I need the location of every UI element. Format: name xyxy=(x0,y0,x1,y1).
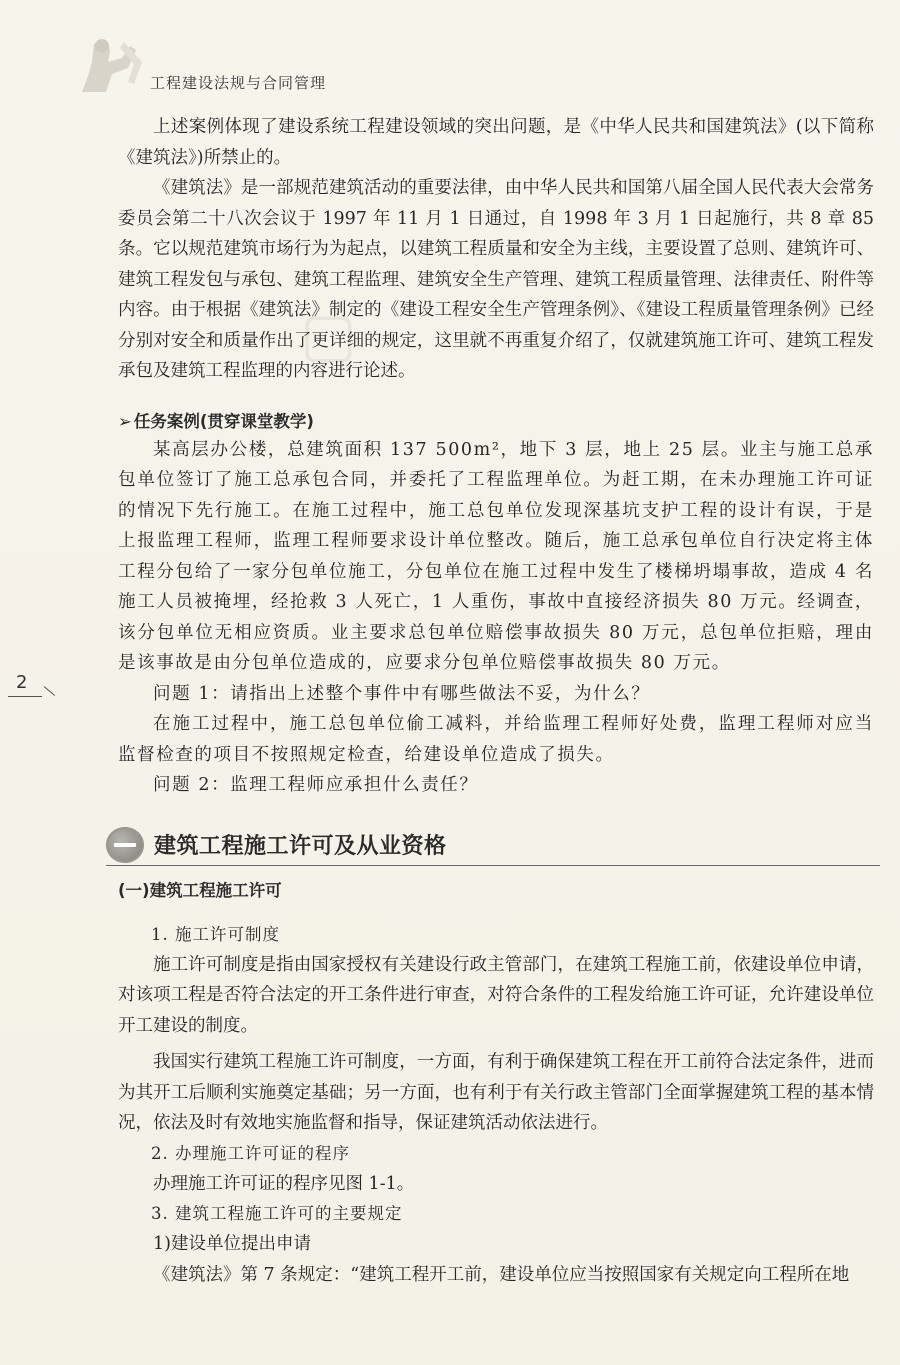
kneeling-worker-logo-icon xyxy=(72,36,152,98)
book-title: 工程建设法规与合同管理 xyxy=(150,74,327,92)
intro-paragraph-1: 上述案例体现了建设系统工程建设领域的突出问题，是《中华人民共和国建筑法》(以下简称《建筑法》)所禁止的。 xyxy=(118,117,874,168)
item-1-paragraph-2: 我国实行建筑工程施工许可制度，一方面，有利于确保建筑工程在开工前符合法定条件，进而为其开工后顺利实施奠定基础；另一方面，也有利于有关行政主管部门全面掌握建筑工程的基本情况，依法及时有效地实施监督和指导，保证建筑活动依法进行。 xyxy=(118,1052,874,1133)
item-1-heading: 1. 施工许可制度 xyxy=(151,924,280,944)
sub-item-1-paragraph: 《建筑法》第 7 条规定：“建筑工程开工前，建设单位应当按照国家有关规定向工程所在地 xyxy=(153,1264,850,1285)
item-1-paragraph-1: 施工许可制度是指由国家授权有关建设行政主管部门，在建筑工程施工前，依建设单位申请，对该项工程是否符合法定的开工条件进行审查，对符合条件的工程发给施工许可证，允许建设单位开工建设的制度。 xyxy=(118,954,874,1036)
page-number: 2 xyxy=(16,672,28,693)
sub-item-1-heading: 1)建设单位提出申请 xyxy=(153,1234,311,1254)
page-number-rule xyxy=(8,696,42,697)
task-case-heading-text: 任务案例(贯穿课堂教学) xyxy=(133,411,314,431)
intro-paragraph-2: 《建筑法》是一部规范建筑活动的重要法律，由中华人民共和国第八届全国人民代表大会常务委员会第二十八次会议于 1997 年 11 月 1 日通过，自 1998 年 3 月 1 日起施行，共 8 章 85 条。它以规范建筑市场行为为起点，以建筑工程质量和安全为主线，主要设置了总则、建筑许可、建筑工程发包与承包、建筑工程监理、建筑安全生产管理、建筑工程质量管理、法律责任、附件等内容。由于根据《建筑法》制定的《建设工程安全生产管理条例》、《建设工程质量管理条例》已经分别对安全和质量作出了更详细的规定，这里就不再重复介绍了，仅就建筑施工许可、建筑工程发承包及建筑工程监理的内容进行论述。 xyxy=(118,178,874,381)
running-header xyxy=(72,28,432,108)
page-number-marker xyxy=(8,672,64,702)
subsection-heading: (一)建筑工程施工许可 xyxy=(118,880,282,900)
section-number-badge xyxy=(106,827,144,863)
page-number-tick xyxy=(44,686,55,696)
page-content xyxy=(118,112,874,1290)
task-case-body xyxy=(118,435,874,801)
section-badge-dash-icon xyxy=(114,843,136,847)
item-2-paragraph: 办理施工许可证的程序见图 1-1。 xyxy=(153,1173,415,1194)
bleed-through-ghost: ▢ xyxy=(300,300,357,370)
item-3-heading: 3. 建筑工程施工许可的主要规定 xyxy=(151,1204,403,1223)
case-paragraph: 某高层办公楼，总建筑面积 137 500m²，地下 3 层，地上 25 层。业主与施工总承包单位签订了施工总承包合同，并委托了工程监理单位。为赶工期，在未办理施工许可证的情况下先行施工。在施工过程中，施工总包单位发现深基坑支护工程的设计有误，于是上报监理工程师，监理工程师要求设计单位整改。随后，施工总承包单位自行决定将主体工程分包给了一家分包单位施工，分包单位在施工过程中发生了楼梯坍塌事故，造成 4 名施工人员被掩埋，经抢救 3 人死亡，1 人重伤，事故中直接经济损失 80 万元。经调查，该分包单位无相应资质。业主要求总包单位赔偿事故损失 80 万元，总包单位拒赔，理由是该事故是由分包单位造成的，应要求分包单位赔偿事故损失 80 万元。 xyxy=(118,439,874,673)
case-extra-paragraph: 在施工过程中，施工总包单位偷工减料，并给监理工程师好处费，监理工程师对应当监督检查的项目不按照规定检查，给建设单位造成了损失。 xyxy=(118,714,874,765)
task-case-heading xyxy=(118,409,874,435)
section-title-1 xyxy=(106,825,880,866)
item-2-heading: 2. 办理施工许可证的程序 xyxy=(151,1143,350,1163)
section-title-text: 建筑工程施工许可及从业资格 xyxy=(154,833,447,859)
question-2: 问题 2：监理工程师应承担什么责任？ xyxy=(153,775,479,795)
arrow-bullet-icon: ➢ xyxy=(118,411,132,431)
question-1: 问题 1：请指出上述整个事件中有哪些做法不妥，为什么？ xyxy=(153,683,651,704)
